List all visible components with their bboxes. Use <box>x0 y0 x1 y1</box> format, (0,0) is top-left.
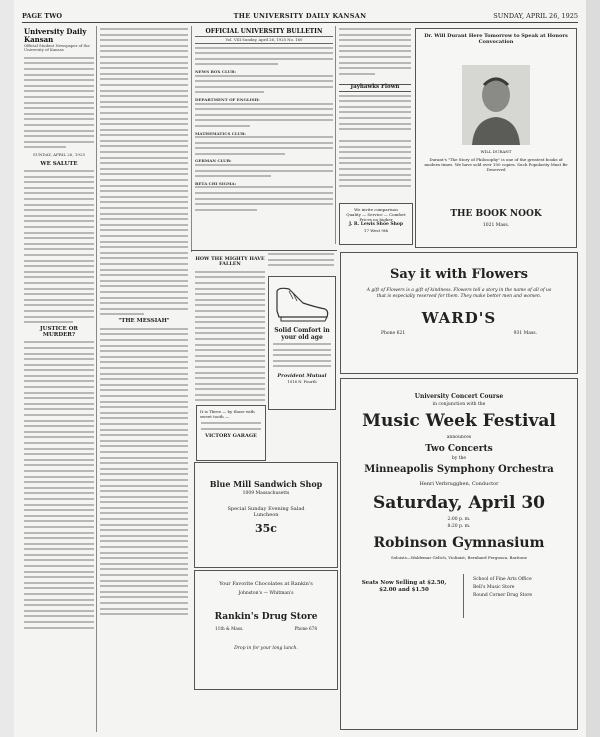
bulletin-meta: Vol. VIII Sunday, April 26, 1925 No. 160 <box>195 36 333 44</box>
page-number: PAGE TWO <box>22 12 63 20</box>
bulletin-item: GERMAN CLUB: <box>195 158 232 164</box>
shoe-illustration-icon <box>269 277 333 327</box>
concert-l7: Minneapolis Symphony Orchestra <box>364 464 554 475</box>
article-column <box>100 28 188 728</box>
masthead-sub: Official Student Newspaper of the University of Kansas <box>24 43 90 53</box>
rankin-tag: Drop in for your long lunch. <box>234 646 298 651</box>
concert-l11: 8:20 p. m. <box>447 524 471 529</box>
concert-l5: Two Concerts <box>425 444 493 454</box>
shoe-addr: 1016 N. Fourth <box>287 378 317 384</box>
editorial-heading-2: JUSTICE OR MURDER? <box>40 326 78 338</box>
column-rule <box>191 26 192 252</box>
outlet-item: Round Corner Drug Store <box>473 593 533 598</box>
editorial-column <box>24 28 94 728</box>
bluemill-name: Blue Mill Sandwich Shop <box>209 479 323 489</box>
book-nook-ad <box>415 28 577 248</box>
bluemill-addr: 1009 Massachusetts <box>242 491 290 496</box>
concert-seats: Seats Now Selling at $2.50, $2.00 and $1.50 <box>361 580 447 593</box>
divider <box>191 250 337 251</box>
concert-l3: Music Week Festival <box>362 411 556 431</box>
portrait-person-icon <box>462 65 530 145</box>
bulletin-item: NEWS BOX CLUB: <box>195 68 236 74</box>
concert-divider <box>463 574 464 618</box>
shoe-headline: Solid Comfort in your old age <box>274 327 330 341</box>
victory-store: VICTORY GARAGE <box>205 433 257 440</box>
masthead-name: University Daily Kansan <box>24 28 87 44</box>
rankin-ad <box>194 570 338 690</box>
portrait-photo <box>462 65 530 145</box>
rankin-name: Rankin's Drug Store <box>214 612 318 622</box>
bulletin-item: BETA CHI SIGMA: <box>195 180 237 186</box>
durant-headline: Dr. Will Durant Here Tomorrow to Speak at Honors Convocation <box>424 33 568 45</box>
page-gutter <box>586 0 600 737</box>
rankin-l1: Your Favorite Chocolates at Rankin's <box>219 581 313 587</box>
outlet-item: Bell's Music Store <box>473 585 515 590</box>
concert-l10: 2:00 p. m. <box>447 517 471 522</box>
column-rule <box>96 26 97 732</box>
wards-name: WARD'S <box>421 309 497 328</box>
column-rule <box>335 26 336 244</box>
book-nook-name: THE BOOK NOOK <box>450 209 542 219</box>
wards-addr: 931 Mass. <box>513 331 537 337</box>
page-header <box>22 12 578 23</box>
shop-l4: J. R. Lewis Shoe Shop <box>348 222 404 227</box>
shoe-shop-ad <box>339 203 413 245</box>
shoe-shop: Provident Mutual <box>277 372 327 379</box>
newspaper-title: THE UNIVERSITY DAILY KANSAN <box>233 12 367 20</box>
editorial-heading-1: WE SALUTE <box>40 160 78 167</box>
shoe-ad <box>268 276 336 410</box>
issue-date: SUNDAY, APRIL 26, 1925 <box>493 12 578 20</box>
concert-l12: Robinson Gymnasium <box>373 535 545 551</box>
victory-ad <box>196 405 266 461</box>
shop-l5: 17 West 9th <box>363 228 389 233</box>
news-item <box>339 140 411 202</box>
portrait-name: WILL DURANT <box>480 149 512 154</box>
rankin-l2: Johnston's — Whitman's <box>238 591 294 596</box>
shop-l3: Prices no higher <box>359 217 393 222</box>
concert-l6: by the <box>451 456 467 461</box>
concert-l2: in conjunction with the <box>432 402 486 407</box>
valley-article-cont <box>268 253 334 273</box>
shop-l1: We invite comparison <box>354 207 398 212</box>
wards-tagline: A gift of Flowers is a gift of kindness. Flowers tell a story in the name of all of us that is especially reserved for them. They make better men and women. <box>366 288 552 299</box>
victory-text: It is Three — by those with sweet tooth — <box>200 409 255 419</box>
official-bulletin <box>195 28 333 246</box>
wards-phone: Phone 621 <box>381 331 406 337</box>
wards-ad <box>340 252 578 374</box>
valley-heading: HOW THE MIGHTY HAVE FALLEN <box>195 256 265 268</box>
concert-l4: announces <box>446 435 472 440</box>
jayhawks-heading: Jayhawks Flown <box>339 84 411 92</box>
concert-l8: Henri Verbrugghen, Conductor <box>419 481 499 487</box>
bluemill-price: 35c <box>254 522 277 535</box>
shop-l2: Quality — Service — Comfort <box>346 212 406 217</box>
wards-headline: Say it with Flowers <box>390 267 528 282</box>
bulletin-item: MATHEMATICS CLUB: <box>195 130 246 136</box>
outlet-item: School of Fine Arts Office <box>473 577 532 582</box>
concert-l9: Saturday, April 30 <box>373 493 545 513</box>
messiah-heading: "THE MESSIAH" <box>118 318 170 325</box>
jayhawks-article <box>339 80 411 136</box>
bluemill-ad <box>194 462 338 568</box>
valley-article <box>195 253 265 403</box>
concert-ad <box>340 378 578 730</box>
rankin-phone: Phone 678 <box>294 626 317 631</box>
bluemill-special: Special Sunday Evening Salad Luncheon <box>227 506 305 518</box>
notes-column <box>339 28 411 84</box>
bulletin-item: DEPARTMENT OF ENGLISH: <box>195 96 260 102</box>
concert-l1: University Concert Course <box>414 393 504 400</box>
concert-l13: Soloists—Waldemar Geltch, Violinist; Bernhard Ferguson, Baritone <box>390 555 528 560</box>
rankin-addr: 11th & Mass. <box>215 626 244 631</box>
masthead-date: SUNDAY, APRIL 26, 1925 <box>32 151 86 157</box>
book-nook-addr: 1021 Mass. <box>482 223 510 228</box>
portrait-caption: Durant's "The Story of Philosophy" is one of the greatest books of modern times. We have sold over 100 copies. Such Popularity Must Be Deserved <box>424 157 568 172</box>
bulletin-title: OFFICIAL UNIVERSITY BULLETIN <box>205 28 323 35</box>
